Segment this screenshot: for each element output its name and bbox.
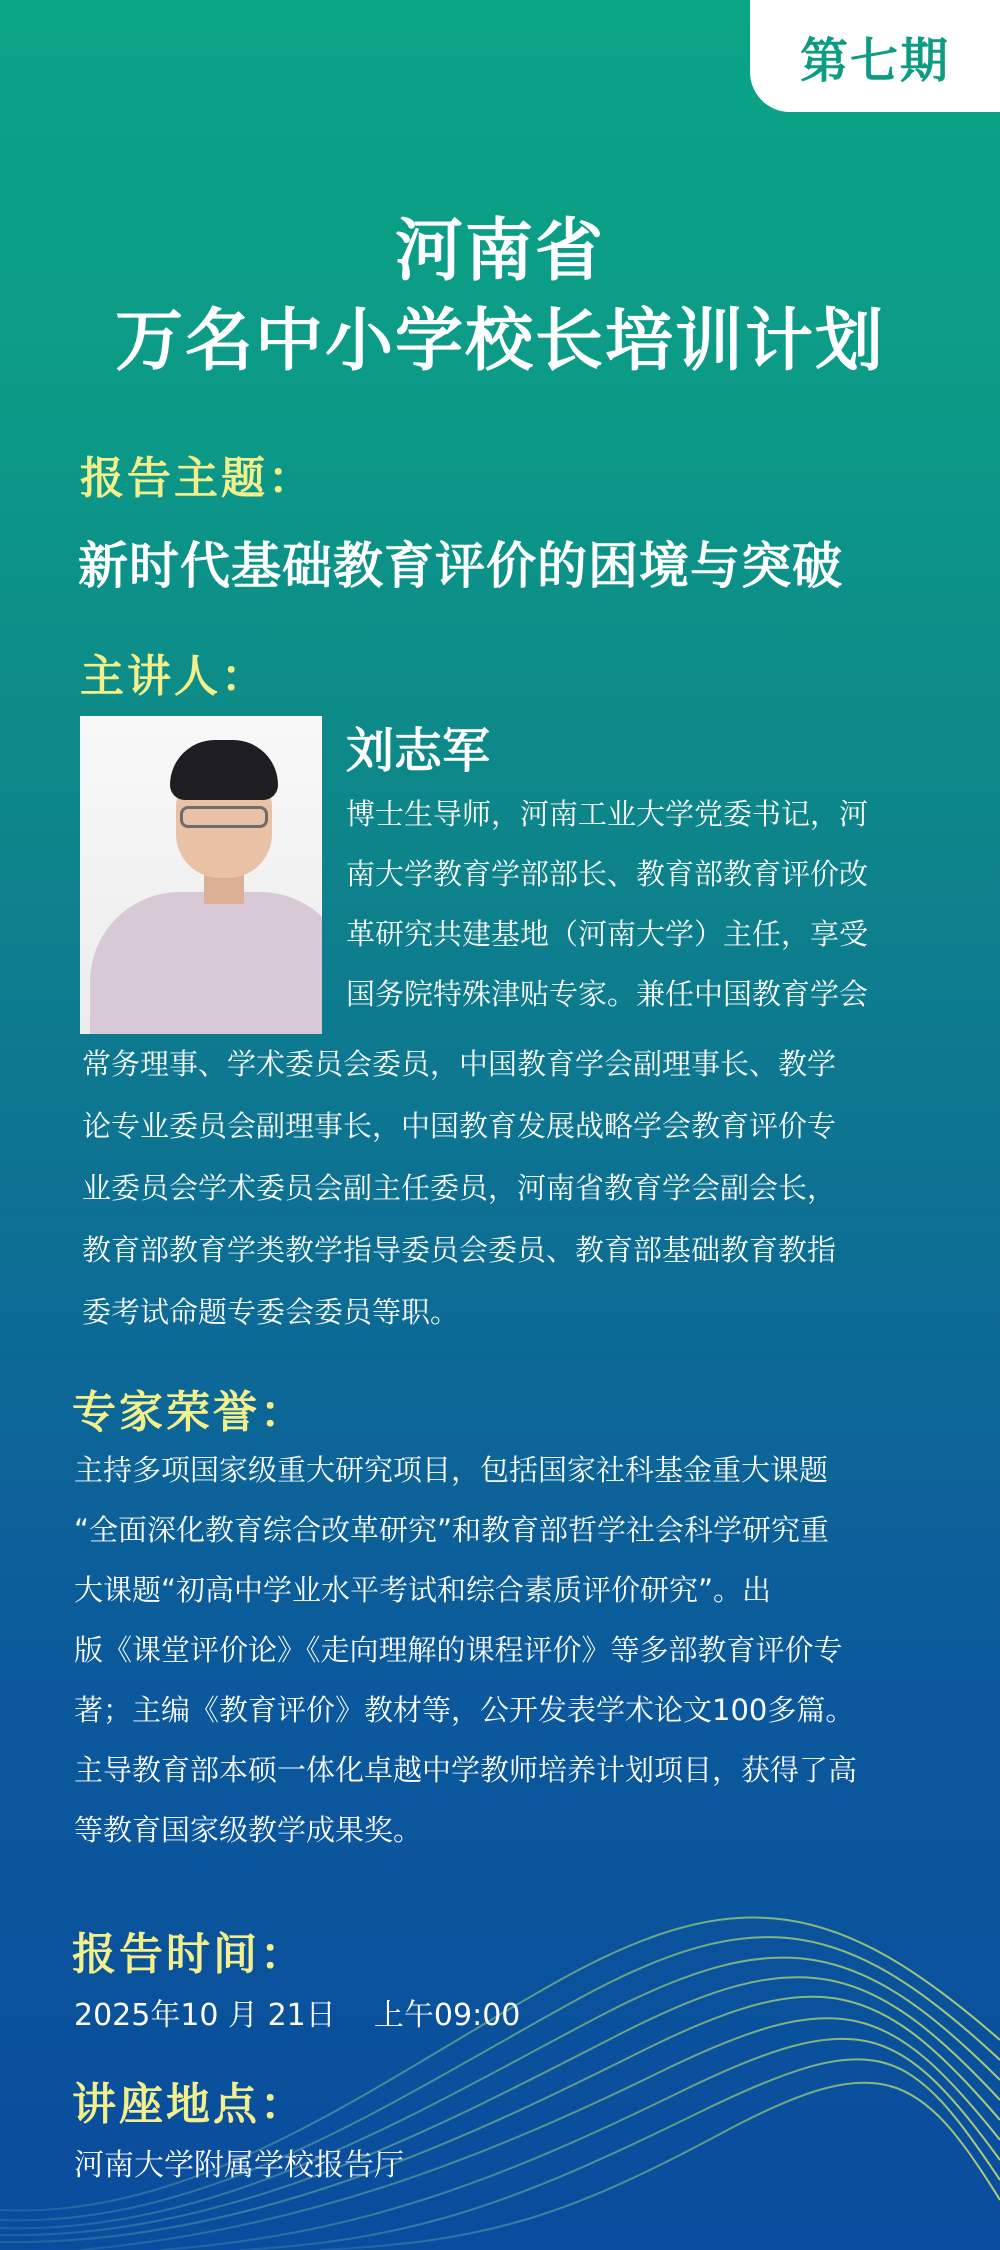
time-heading: 报告时间： [72,1929,307,1980]
honors-line: “全面深化教育综合改革研究”和教育部哲学社会科学研究重 [74,1513,830,1547]
honors-line: 大课题“初高中学业水平考试和综合素质评价研究”。出 [74,1573,772,1607]
speaker-name: 刘志军 [346,723,491,779]
honors-heading: 专家荣誉： [72,1387,307,1438]
topic-heading: 报告主题： [80,453,315,504]
report-venue: 河南大学附属学校报告厅 [74,2148,404,2183]
speaker-bio-line: 业委员会学术委员会副主任委员，河南省教育学会副会长， [82,1171,837,1205]
speaker-photo [80,716,322,1034]
speaker-bio-line: 论专业委员会副理事长，中国教育发展战略学会教育评价专 [82,1109,837,1143]
honors-line: 主导教育部本硕一体化卓越中学教师培养计划项目，获得了高 [74,1753,858,1787]
honors-line: 主持多项国家级重大研究项目，包括国家社科基金重大课题 [74,1453,829,1487]
speaker-bio-line: 委考试命题专委会委员等职。 [82,1295,460,1329]
honors-line: 版《课堂评价论》《走向理解的课程评价》等多部教育评价专 [74,1633,843,1667]
report-time: 2025年10 月 21日 上午09:00 [74,1998,521,2033]
honors-line: 等教育国家级教学成果奖。 [74,1813,423,1847]
speaker-bio-line: 南大学教育学部部长、教育部教育评价改 [346,857,869,891]
speaker-bio-line: 教育部教育学类教学指导委员会委员、教育部基础教育教指 [82,1233,837,1267]
speaker-bio-line: 革研究共建基地（河南大学）主任，享受 [346,917,869,951]
issue-label: 第七期 [799,32,950,89]
venue-heading: 讲座地点： [72,2079,307,2130]
speaker-bio-line: 国务院特殊津贴专家。兼任中国教育学会 [346,977,869,1011]
speaker-bio-line: 常务理事、学术委员会委员，中国教育学会副理事长、教学 [82,1047,837,1081]
title-line-1: 河南省 [394,212,605,291]
issue-badge [750,0,1000,112]
report-topic: 新时代基础教育评价的困境与突破 [78,537,843,595]
speaker-heading: 主讲人： [80,651,268,702]
speaker-bio-line: 博士生导师，河南工业大学党委书记，河 [346,797,869,831]
title-line-2: 万名中小学校长培训计划 [114,302,885,381]
honors-line: 著；主编《教育评价》教材等，公开发表学术论文100多篇。 [74,1693,855,1727]
